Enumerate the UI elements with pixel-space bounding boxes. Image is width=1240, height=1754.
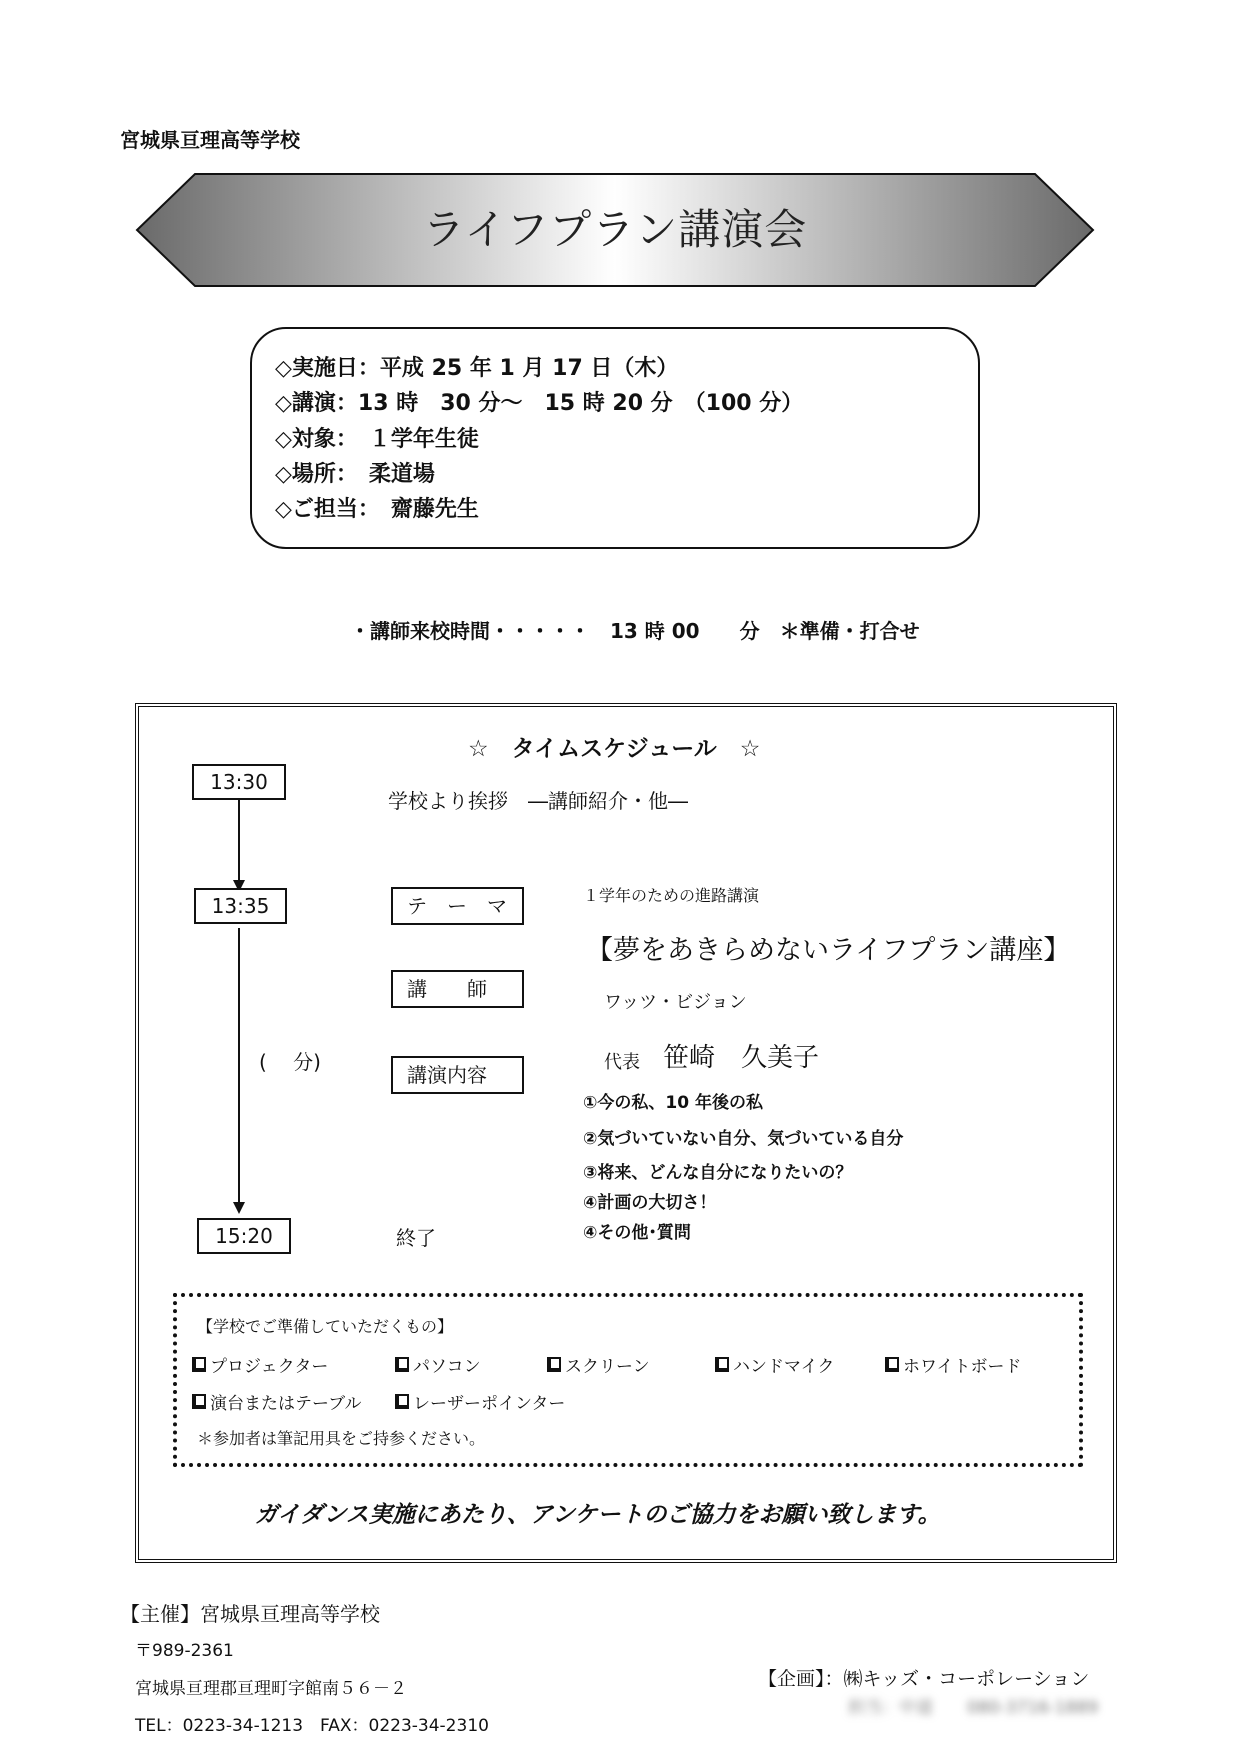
content-item-2: ②気づいていない自分、気づいている自分: [583, 1129, 904, 1149]
checkbox-icon: [885, 1357, 899, 1372]
checkbox-icon: [395, 1357, 409, 1372]
checkbox-icon: [547, 1357, 561, 1372]
survey-request: ガイダンス実施にあたり、アンケートのご協力をお願い致します。: [255, 1502, 941, 1528]
footer-blurred-contact: 担当：中道 080-3716-1889: [848, 1698, 1099, 1718]
checkbox-icon: [192, 1357, 206, 1372]
footer-planner: 【企画】：㈱キッズ・コーポレーション: [758, 1668, 1090, 1690]
school-header: 宮城県亘理高等学校: [120, 128, 300, 152]
event-info-box: [250, 327, 980, 549]
theme-title: 【夢をあきらめないライフプラン講座】: [586, 935, 1071, 966]
label-speaker: 講 師: [391, 970, 524, 1008]
footer-postal: 〒989-2361: [135, 1641, 234, 1661]
info-lecture-time: ◇講演：13 時 30 分～ 15 時 20 分 （100 分）: [275, 391, 804, 416]
footer-tel-fax: TEL：0223-34-1213 FAX：0223-34-2310: [135, 1716, 489, 1736]
prep-item-whiteboard: ホワイトボード: [885, 1352, 1022, 1377]
preparation-box: [173, 1293, 1083, 1467]
speaker-role: 代表: [604, 1052, 640, 1073]
speaker-company: ワッツ・ビジョン: [604, 992, 747, 1013]
end-label: 終了: [396, 1226, 436, 1250]
greeting-text: 学校より挨拶 ―講師紹介・他―: [388, 789, 688, 813]
info-contact-person: ◇ご担当： 齋藤先生: [275, 497, 479, 522]
info-venue: ◇場所： 柔道場: [275, 462, 435, 487]
content-item-4: ④計画の大切さ！: [583, 1193, 717, 1213]
prep-heading: 【学校でご準備していただくもの】: [197, 1317, 454, 1336]
time-box-end: 15:20: [197, 1218, 291, 1254]
time-box-lecture-start: 13:35: [194, 888, 287, 924]
checkbox-icon: [395, 1394, 409, 1409]
label-content: 講演内容: [391, 1056, 524, 1094]
duration-label: ( 分): [259, 1050, 321, 1074]
arrival-time-line: ・講師来校時間・・・・・ 13 時 00 分 ＊準備・打合せ: [350, 619, 920, 643]
schedule-title: ☆ タイムスケジュール ☆: [468, 736, 761, 762]
prep-item-laser-pointer: レーザーポインター: [395, 1389, 565, 1414]
prep-note: ＊参加者は筆記用具をご持参ください。: [197, 1429, 486, 1448]
time-box-start: 13:30: [192, 764, 286, 800]
prep-item-projector: プロジェクター: [192, 1352, 328, 1377]
banner-title: ライフプラン講演会: [422, 205, 808, 254]
checkbox-icon: [192, 1394, 206, 1409]
theme-subtitle: １学年のための進路講演: [583, 886, 760, 905]
content-item-3: ③将来、どんな自分になりたいの？: [583, 1163, 853, 1183]
info-date: ◇実施日：平成 25 年 1 月 17 日（木）: [275, 356, 679, 381]
title-banner: [135, 172, 1095, 288]
footer-address: 宮城県亘理郡亘理町字館南５６－２: [135, 1679, 407, 1699]
timeline-arrows: [220, 800, 260, 1220]
content-item-5: ④その他･質問: [583, 1223, 691, 1243]
prep-item-hand-mic: ハンドマイク: [715, 1352, 834, 1377]
checkbox-icon: [715, 1357, 729, 1372]
speaker-name: 笹崎 久美子: [663, 1043, 820, 1073]
footer-host: 【主催】宮城県亘理高等学校: [120, 1602, 380, 1626]
content-item-1: ①今の私、10 年後の私: [583, 1093, 763, 1113]
prep-item-screen: スクリーン: [547, 1352, 650, 1377]
label-theme: テ ー マ: [391, 887, 524, 925]
prep-item-pc: パソコン: [395, 1352, 481, 1377]
info-target: ◇対象： １学年生徒: [275, 427, 479, 452]
prep-item-podium: 演台またはテーブル: [192, 1389, 361, 1414]
